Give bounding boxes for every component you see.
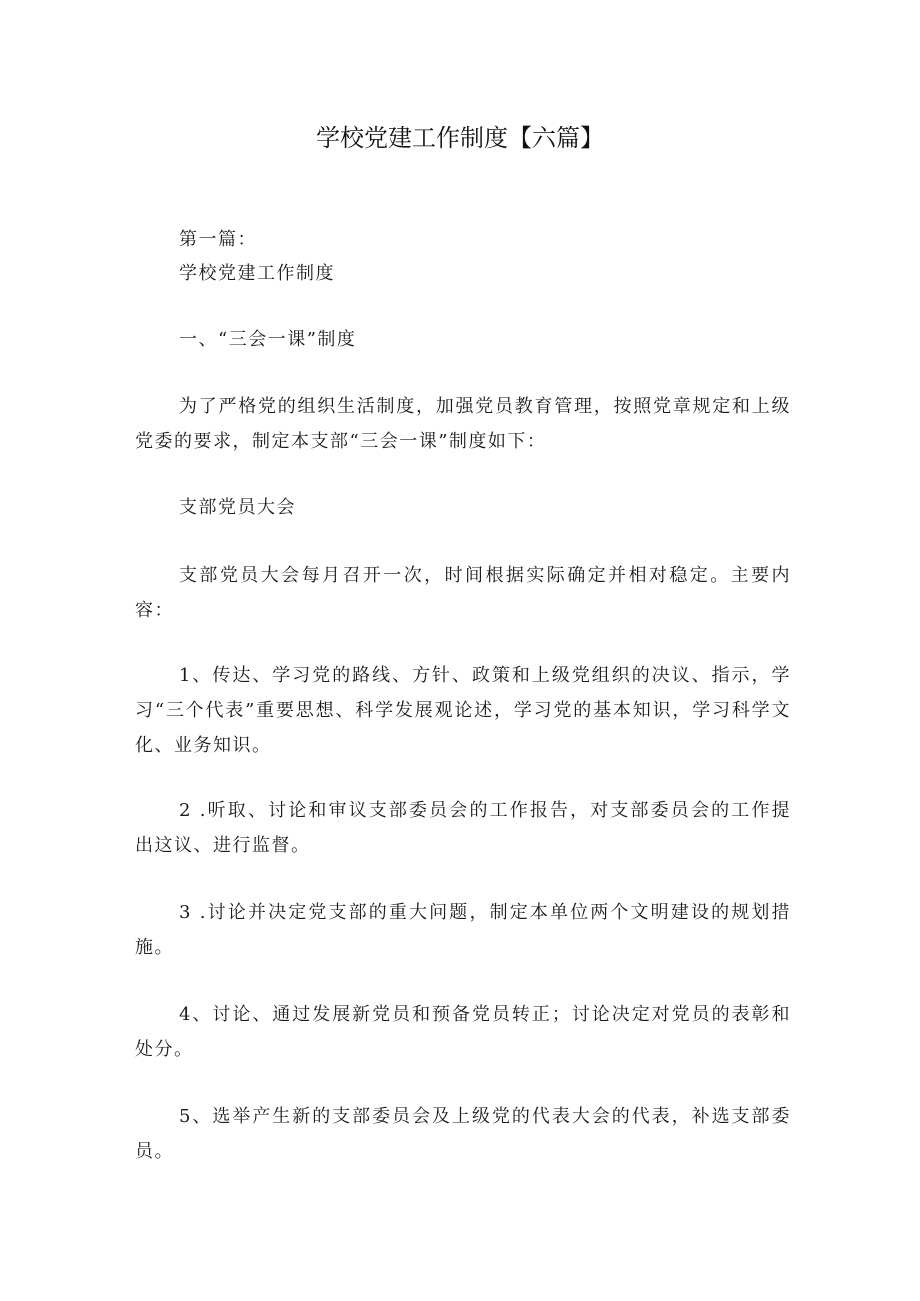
- part-title: 学校党建工作制度: [179, 263, 335, 284]
- meeting-description: 支部党员大会每月召开一次，时间根据实际确定并相对稳定。主要内容：: [135, 565, 791, 621]
- list-item: 3 .讨论并决定党支部的重大问题，制定本单位两个文明建设的规划措施。: [135, 902, 791, 958]
- subheading: 支部党员大会: [179, 497, 296, 518]
- part-label: 第一篇：: [179, 229, 257, 250]
- list-item: 4、讨论、通过发展新党员和预备党员转正；讨论决定对党员的表彰和处分。: [135, 1004, 791, 1060]
- section-heading: 一、“三会一课”制度: [179, 329, 357, 350]
- list-item: 2 .听取、讨论和审议支部委员会的工作报告，对支部委员会的工作提出这议、进行监督。: [135, 800, 791, 856]
- intro-paragraph: 为了严格党的组织生活制度，加强党员教育管理，按照党章规定和上级党委的要求，制定本支部“三会一课”制度如下：: [135, 396, 791, 452]
- list-item: 1、传达、学习党的路线、方针、政策和上级党组织的决议、指示，学习“三个代表”重要思想、科学发展观论述，学习党的基本知识，学习科学文化、业务知识。: [135, 665, 791, 756]
- document-title: 学校党建工作制度【六篇】: [316, 124, 604, 152]
- list-item: 5、选举产生新的支部委员会及上级党的代表大会的代表，补选支部委员。: [135, 1106, 791, 1162]
